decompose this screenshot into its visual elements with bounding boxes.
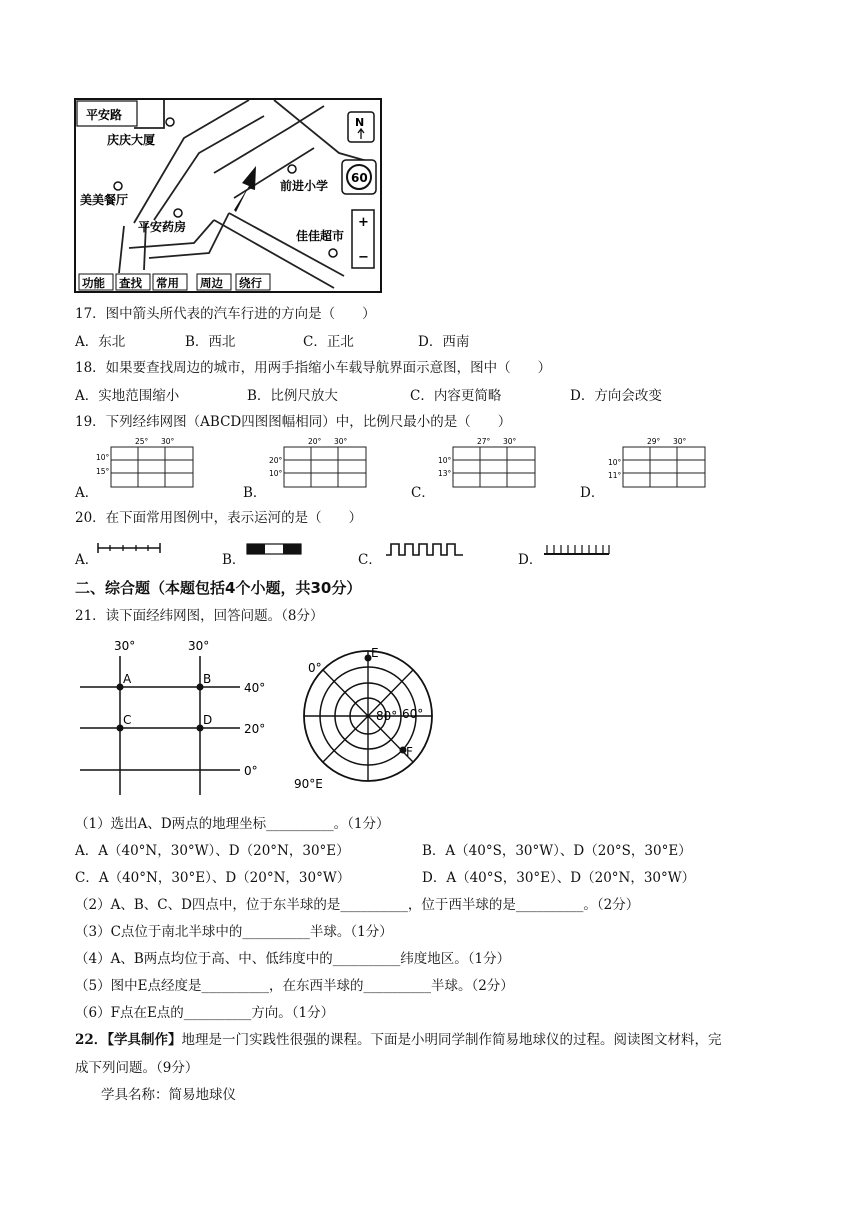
q21-part3: （3）C点位于南北半球中的__________半球。（1分）: [75, 924, 393, 940]
map-button: 周边: [200, 276, 223, 290]
svg-text:80°: 80°: [376, 709, 398, 723]
section-title: 二、综合题（本题包括4个小题，共30分）: [75, 579, 362, 597]
graticule-map: [74, 630, 274, 799]
q18-option-c: C．内容更简略: [410, 388, 502, 404]
speed-label: 60: [351, 171, 368, 185]
q22-stem-line1: [75, 1028, 722, 1048]
svg-text:13°: 13°: [438, 469, 452, 478]
zoom-minus-icon: −: [358, 250, 369, 265]
q21-part5: （5）图中E点经度是__________，在东西半球的__________半球。（2分）: [75, 978, 514, 994]
place-label: 佳佳超市: [296, 229, 345, 243]
svg-text:11°: 11°: [608, 471, 622, 480]
q19-option-c: C．: [411, 485, 435, 501]
q17-option-a: A．东北: [75, 334, 126, 350]
place-label: 庆庆大厦: [107, 133, 156, 147]
svg-text:0°: 0°: [308, 661, 322, 675]
q17-stem: 17．图中箭头所代表的汽车行进的方向是（ ）: [75, 306, 376, 322]
svg-text:15°: 15°: [96, 467, 110, 476]
svg-text:20°: 20°: [244, 722, 266, 736]
svg-text:D: D: [203, 713, 213, 727]
q19-option-a: A．: [75, 485, 99, 501]
map-button: 常用: [156, 276, 179, 290]
svg-text:0°: 0°: [244, 764, 258, 778]
q17-option-b: B．西北: [185, 334, 236, 350]
svg-text:C: C: [123, 713, 132, 727]
q21-part1: （1）选出A、D两点的地理坐标__________。（1分）: [75, 816, 390, 832]
q21-p1-option-a: A．A（40°N，30°W）、D（20°N，30°E）: [75, 843, 350, 859]
graticule-c: [437, 434, 542, 496]
graticule-a: [95, 434, 200, 496]
q21-part2: （2）A、B、C、D四点中，位于东半球的是__________，位于西半球的是__________。（2分）: [75, 897, 640, 913]
svg-text:F: F: [406, 745, 413, 759]
q20-option-d: D．: [518, 552, 543, 568]
map-button: 绕行: [239, 276, 262, 290]
q22-stem-line2: 成下列问题。（9分）: [75, 1060, 199, 1076]
svg-text:20°: 20°: [269, 456, 283, 465]
svg-text:30°: 30°: [161, 437, 175, 446]
svg-text:30°: 30°: [334, 437, 348, 446]
q17-option-c: C．正北: [303, 334, 354, 350]
graticule-b: [268, 434, 373, 496]
svg-text:10°: 10°: [438, 456, 452, 465]
graticule-d: [607, 434, 712, 496]
canal-symbol-icon: [96, 541, 162, 559]
q22-stem-a: 地理是一门实践性很强的课程。下面是小明同学制作简易地球仪的过程。阅读图文材料，完: [181, 1032, 722, 1048]
q21-p1-option-c: C．A（40°N，30°E）、D（20°N，30°W）: [75, 870, 351, 886]
q22-tool-name: 学具名称：简易地球仪: [101, 1087, 236, 1103]
svg-text:E: E: [371, 646, 379, 660]
q19-option-b: B．: [243, 485, 267, 501]
place-label: 前进小学: [280, 179, 329, 193]
svg-text:90°E: 90°E: [294, 777, 323, 791]
q21-p1-option-d: D．A（40°S，30°E）、D（20°N，30°W）: [422, 870, 696, 886]
svg-text:60°: 60°: [402, 707, 424, 721]
svg-text:25°: 25°: [135, 437, 149, 446]
q17-option-d: D．西南: [418, 334, 470, 350]
q21-part4: （4）A、B两点均位于高、中、低纬度中的__________纬度地区。（1分）: [75, 951, 511, 967]
svg-text:A: A: [123, 672, 132, 686]
polar-graticule: [294, 640, 440, 799]
q22-title: 22．【学具制作】: [75, 1032, 182, 1048]
q19-stem: 19．下列经纬网图（ABCD四图图幅相同）中，比例尺最小的是（ ）: [75, 414, 512, 430]
q19-option-d: D．: [580, 485, 605, 501]
svg-text:10°: 10°: [608, 458, 622, 467]
zoom-plus-icon: +: [358, 215, 369, 230]
north-label: N: [355, 116, 365, 129]
svg-text:B: B: [203, 672, 212, 686]
q20-stem: 20．在下面常用图例中，表示运河的是（ ）: [75, 510, 363, 526]
svg-text:30°: 30°: [503, 437, 517, 446]
railway-symbol-icon: [246, 543, 302, 559]
svg-text:10°: 10°: [96, 453, 110, 462]
svg-text:20°: 20°: [308, 437, 322, 446]
svg-text:30°: 30°: [114, 639, 136, 653]
svg-text:29°: 29°: [647, 437, 661, 446]
embankment-symbol-icon: [543, 542, 611, 560]
svg-text:27°: 27°: [477, 437, 491, 446]
svg-text:30°: 30°: [188, 639, 210, 653]
q20-option-b: B．: [222, 552, 246, 568]
place-label: 平安药房: [138, 220, 187, 234]
svg-text:30°: 30°: [673, 437, 687, 446]
wall-symbol-icon: [385, 541, 465, 561]
q21-stem: 21．读下面经纬网图，回答问题。（8分）: [75, 608, 324, 624]
svg-text:10°: 10°: [269, 469, 283, 478]
q18-stem: 18．如果要查找周边的城市，用两手指缩小车载导航界面示意图，图中（ ）: [75, 360, 552, 376]
road-label: 平安路: [86, 108, 123, 122]
map-button: 查找: [119, 276, 142, 290]
map-button: 功能: [82, 276, 105, 290]
navigation-map: [74, 98, 382, 293]
q18-option-d: D．方向会改变: [570, 388, 662, 404]
q21-p1-option-b: B．A（40°S，30°W）、D（20°S，30°E）: [422, 843, 692, 859]
q20-option-c: C．: [358, 552, 382, 568]
q18-option-b: B．比例尺放大: [247, 388, 338, 404]
place-label: 美美餐厅: [80, 193, 129, 207]
q21-part6: （6）F点在E点的__________方向。（1分）: [75, 1005, 335, 1021]
svg-text:40°: 40°: [244, 681, 266, 695]
q18-option-a: A．实地范围缩小: [75, 388, 180, 404]
q20-option-a: A．: [75, 552, 99, 568]
